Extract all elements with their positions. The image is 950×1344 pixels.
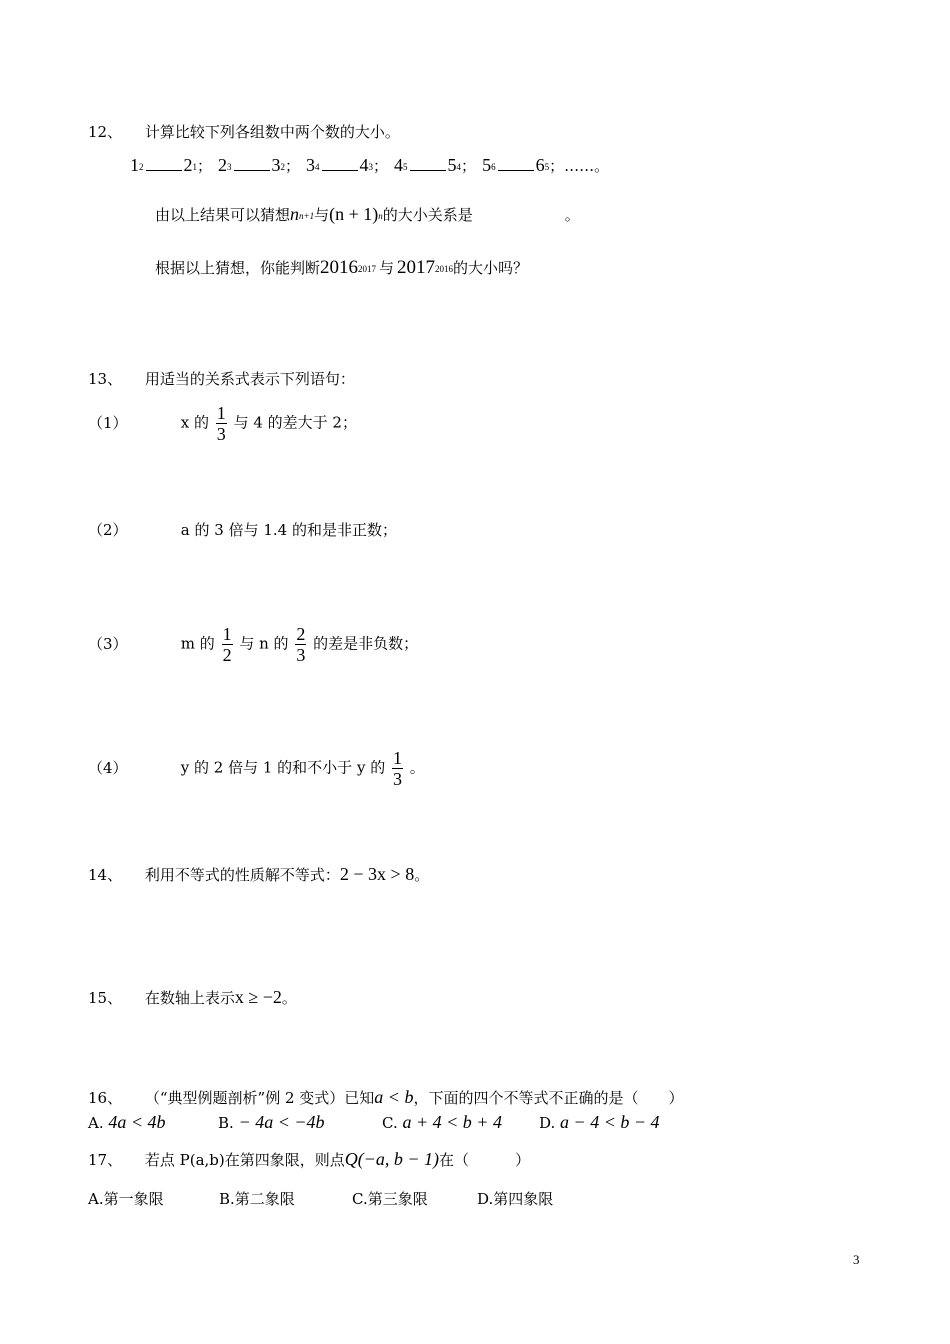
judge-suffix: 的大小吗？: [453, 259, 529, 277]
q13-item-1: [88, 403, 357, 444]
option-c[interactable]: C.第三象限: [352, 1190, 428, 1208]
exponent-b: 3: [368, 162, 374, 172]
numerator: 1: [216, 403, 226, 423]
exponent-a: 2: [139, 162, 144, 172]
item-label: （4）: [88, 758, 128, 777]
comparison-row: [130, 155, 609, 176]
answer-blank[interactable]: [410, 156, 446, 171]
item-label: （3）: [88, 634, 128, 653]
item-text-post: 。: [409, 758, 425, 777]
numerator: 1: [392, 748, 402, 768]
item-text: m 的: [180, 634, 215, 653]
fraction: [392, 748, 403, 789]
denominator: 2: [222, 645, 232, 665]
point-q: Q(−a, b − 1): [344, 1149, 440, 1169]
separator: ；……。: [549, 157, 610, 175]
separator: ；: [461, 157, 477, 175]
judge-a: 2016: [320, 257, 359, 278]
denominator: 3: [216, 424, 226, 444]
comparison-pair: [218, 157, 300, 175]
guess-np1: (n + 1): [329, 204, 379, 224]
option-expr: a + 4 < b + 4: [402, 1112, 502, 1132]
exponent-a: 6: [491, 162, 496, 172]
question-text-2: 在（: [439, 1151, 470, 1169]
base-b: 4: [359, 155, 369, 175]
option-a[interactable]: A.第一象限: [88, 1190, 164, 1208]
option-a[interactable]: [88, 1112, 166, 1133]
guess-prefix: 由以上结果可以猜想: [155, 206, 291, 224]
question-text: 利用不等式的性质解不等式：: [144, 866, 340, 884]
judge-b-exponent: 2016: [435, 264, 454, 274]
question-14: [88, 864, 429, 885]
page-number: 3: [853, 1252, 860, 1267]
option-c[interactable]: [382, 1112, 502, 1133]
base-b: 6: [535, 155, 545, 175]
option-expr: a − 4 < b − 4: [560, 1112, 660, 1132]
question-number: 16、: [88, 1089, 123, 1107]
exponent-a: 3: [227, 162, 232, 172]
judge-line: [155, 257, 528, 279]
inequality: x ≥ −2: [234, 987, 282, 1007]
item-label: （2）: [88, 521, 128, 539]
item-text: a 的 3 倍与 1.4 的和是非正数；: [180, 521, 397, 539]
denominator: 3: [392, 769, 402, 789]
question-number: 13、: [88, 370, 123, 388]
question-16: [88, 1087, 683, 1108]
question-12: [88, 121, 400, 142]
guess-mid: 与: [314, 206, 330, 224]
question-text-2: ，下面的四个不等式不正确的是（: [413, 1089, 639, 1107]
q13-item-4: [88, 748, 425, 789]
question-number: 14、: [88, 866, 123, 884]
q13-item-2: [88, 519, 397, 540]
question-text: （“典型例题剖析”例 2 变式）已知: [144, 1089, 375, 1107]
base-a: 2: [218, 155, 228, 175]
item-text: y 的 2 倍与 1 的和不小于 y 的: [180, 758, 386, 777]
question-number: 12、: [88, 123, 123, 141]
base-b: 3: [271, 155, 281, 175]
option-b[interactable]: [218, 1112, 325, 1133]
judge-b: 2017: [397, 257, 436, 278]
comparison-pair: [306, 157, 388, 175]
item-label: （1）: [88, 413, 128, 432]
exponent-a: 4: [315, 162, 320, 172]
question-17: [88, 1149, 530, 1170]
exponent-b: 4: [456, 162, 462, 172]
question-text: 计算比较下列各组数中两个数的大小。: [144, 123, 400, 141]
guess-np1-exponent: n: [378, 211, 383, 221]
base-b: 2: [183, 155, 193, 175]
option-label: B.: [218, 1114, 234, 1132]
inequality: 2 − 3x > 8: [339, 864, 415, 884]
guess-n-exponent: n+1: [299, 211, 315, 221]
judge-mid: 与: [379, 259, 395, 277]
item-text-post: 的差是非负数；: [313, 634, 419, 653]
judge-a-exponent: 2017: [358, 264, 377, 274]
option-label: C.: [382, 1114, 398, 1132]
guess-suffix: 的大小关系是: [382, 206, 473, 224]
question-text: 在数轴上表示: [144, 989, 235, 1007]
option-d[interactable]: [539, 1112, 660, 1133]
base-a: 5: [482, 155, 492, 175]
comparison-pair: [130, 157, 212, 175]
paren-end: ）: [515, 1151, 531, 1169]
guess-n: n: [290, 204, 300, 224]
fraction: [216, 403, 227, 444]
separator: ；: [373, 157, 389, 175]
numerator: 1: [222, 624, 232, 644]
base-b: 5: [447, 155, 457, 175]
guess-line: [155, 204, 580, 225]
answer-blank[interactable]: [234, 156, 270, 171]
end-mark: 。: [414, 866, 430, 884]
base-a: 3: [306, 155, 316, 175]
option-d[interactable]: D.第四象限: [477, 1190, 554, 1208]
item-text: x 的: [180, 413, 210, 432]
question-number: 17、: [88, 1151, 123, 1169]
item-text-post: 与 4 的差大于 2；: [233, 413, 357, 432]
option-expr: 4a < 4b: [108, 1112, 166, 1132]
end-mark: 。: [281, 989, 297, 1007]
q13-item-3: [88, 624, 418, 665]
fraction-2: [295, 624, 306, 665]
separator: ；: [197, 157, 213, 175]
comparison-pair: [482, 157, 609, 175]
item-text-mid: 与 n 的: [239, 634, 289, 653]
question-number: 15、: [88, 989, 123, 1007]
exponent-b: 2: [280, 162, 286, 172]
exponent-b: 1: [192, 162, 197, 172]
exponent-b: 5: [544, 162, 550, 172]
question-15: [88, 987, 297, 1008]
fraction: [222, 624, 233, 665]
answer-blank[interactable]: [146, 156, 182, 171]
question-text: 用适当的关系式表示下列语句：: [144, 370, 355, 388]
paren-end: ）: [668, 1089, 684, 1107]
comparison-pair: [394, 157, 476, 175]
base-a: 4: [394, 155, 404, 175]
separator: ；: [285, 157, 301, 175]
denominator: 3: [296, 645, 306, 665]
question-text: 若点 P(a,b)在第四象限，则点: [144, 1151, 345, 1169]
answer-blank[interactable]: [498, 156, 534, 171]
option-label: A.: [88, 1114, 104, 1132]
numerator: 2: [296, 624, 306, 644]
answer-blank[interactable]: [322, 156, 358, 171]
judge-prefix: 根据以上猜想，你能判断: [155, 259, 321, 277]
option-label: D.: [539, 1114, 556, 1132]
base-a: 1: [130, 155, 139, 175]
question-13: [88, 368, 355, 389]
option-b[interactable]: B.第二象限: [219, 1190, 295, 1208]
condition: a < b: [374, 1087, 414, 1107]
option-expr: − 4a < −4b: [238, 1112, 325, 1132]
exponent-a: 5: [403, 162, 408, 172]
guess-end: 。: [564, 206, 580, 224]
